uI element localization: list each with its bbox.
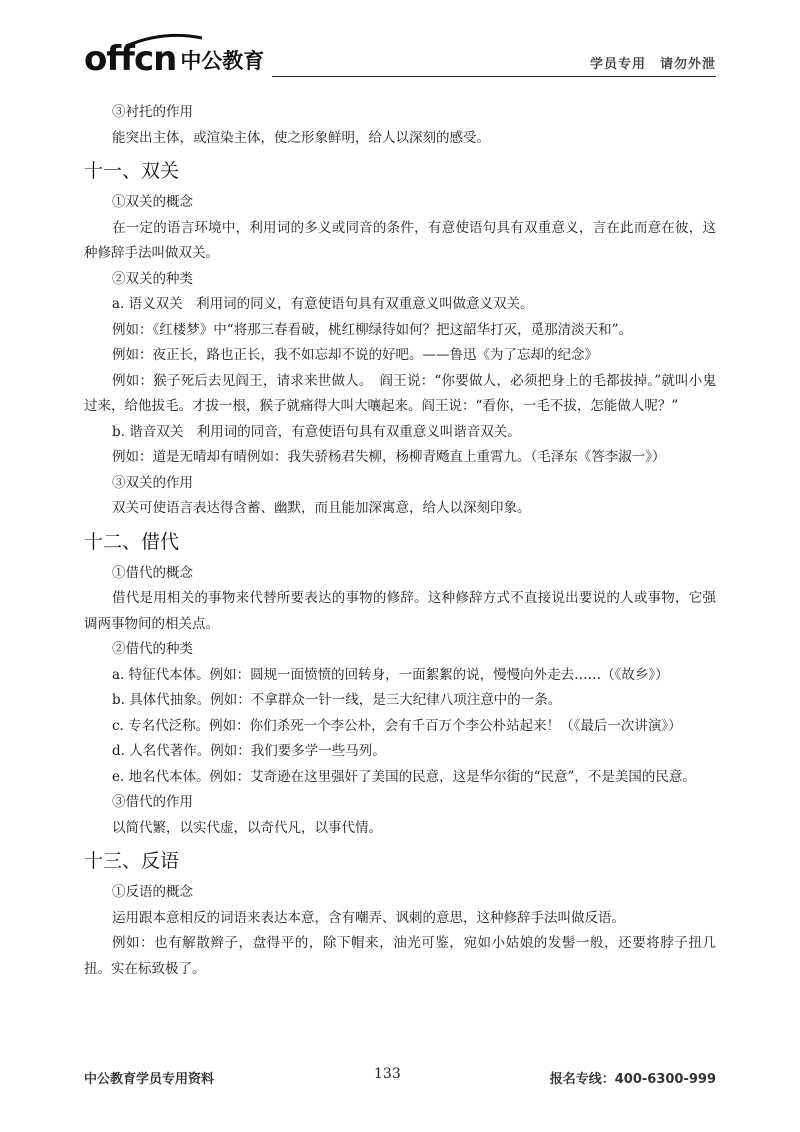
page-header <box>84 36 716 84</box>
header-notice: 学员专用 请勿外泄 <box>589 57 716 72</box>
paragraph: ③借代的作用 <box>112 794 193 810</box>
paragraph: ③双关的作用 <box>112 474 193 491</box>
paragraph: a. 语义双关 利用词的同义，有意使语句具有双重意义叫做意义双关。 <box>112 296 534 312</box>
paragraph: 例如：也有解散辫子，盘得平的，除下帽来，油光可鉴，宛如小姑娘的发髻一般，还要将脖子扭几扭。实在标致极了。 <box>84 935 716 977</box>
paragraph: 双关可使语言表达得含蓄、幽默，而且能加深寓意，给人以深刻印象。 <box>112 500 531 516</box>
paragraph: b. 具体代抽象。例如：不拿群众一针一线，是三大纪律八项注意中的一条。 <box>112 692 562 708</box>
footer-hotline: 报名专线：400-6300-999 <box>549 1072 716 1087</box>
paragraph: b. 谐音双关 利用词的同音，有意使语句具有双重意义叫谐音双关。 <box>112 423 521 440</box>
paragraph: 例如：道是无晴却有晴例如：我失骄杨君失柳，杨柳青飏直上重霄九。（毛泽东《答李淑一》） <box>112 449 666 465</box>
paragraph: 运用跟本意相反的词语来表达本意，含有嘲弄、讽刺的意思，这种修辞手法叫做反语。 <box>112 909 625 926</box>
document-body <box>84 100 716 982</box>
footer-source-label: 中公教育学员专用资料 <box>84 1072 215 1087</box>
header-divider <box>272 76 716 77</box>
page-footer <box>84 1066 716 1090</box>
logo-swoosh-icon <box>124 32 204 48</box>
paragraph: 借代是用相关的事物来代替所要表达的事物的修辞。这种修辞方式不直接说出要说的人或事物，它强调两事物间的相关点。 <box>84 590 716 632</box>
paragraph: d. 人名代著作。例如：我们要多学一些马列。 <box>112 743 386 759</box>
section-heading-jiedai: 十二、借代 <box>84 530 180 553</box>
paragraph: ③衬托的作用 <box>112 104 193 120</box>
paragraph: 例如：夜正长，路也正长，我不如忘却不说的好吧。——鲁迅《为了忘却的纪念》 <box>112 347 598 363</box>
paragraph: ①双关的概念 <box>112 194 193 210</box>
section-heading-fanyu: 十三、反语 <box>84 850 180 872</box>
paragraph: 以简代繁，以实代虚，以奇代凡，以事代情。 <box>112 819 382 836</box>
logo-latin-text: offcn <box>84 39 177 79</box>
paragraph: e. 地名代本体。例如：艾奇逊在这里强奸了美国的民意，这是华尔街的“民意”，不是美国的民意。 <box>112 768 696 785</box>
paragraph: 能突出主体，或渲染主体，使之形象鲜明，给人以深刻的感受。 <box>112 129 490 146</box>
paragraph: ②双关的种类 <box>112 270 193 287</box>
logo-chinese-text: 中公教育 <box>180 49 265 73</box>
paragraph: a. 特征代本体。例如：圆规一面愤愤的回转身，一面絮絮的说，慢慢向外走去……（《故乡》） <box>112 666 669 683</box>
paragraph: 例如：猴子死后去见阎王，请求来世做人。 阎王说：“你要做人，必须把身上的毛都拔掉。”就叫小鬼过来，给他拔毛。才拔一根，猴子就痛得大叫大嚷起来。阎王说：“看你，一毛不拔，怎能做人呢？” <box>84 372 716 414</box>
paragraph: ①反语的概念 <box>112 884 193 900</box>
section-heading-shuangguan: 十一、双关 <box>84 160 180 182</box>
paragraph: 在一定的语言环境中，利用词的多义或同音的条件，有意使语句具有双重意义，言在此而意在彼，这种修辞手法叫做双关。 <box>84 219 716 261</box>
page-number: 133 <box>374 1066 401 1082</box>
paragraph: 例如：《红楼梦》中“将那三春看破，桃红柳绿待如何？把这韶华打灭，觅那清淡天和”。 <box>112 321 633 338</box>
paragraph: ①借代的概念 <box>112 564 193 581</box>
paragraph: ②借代的种类 <box>112 641 193 657</box>
paragraph: c. 专名代泛称。例如：你们杀死一个李公朴，会有千百万个李公朴站起来！（《最后一次讲演》） <box>112 717 682 734</box>
